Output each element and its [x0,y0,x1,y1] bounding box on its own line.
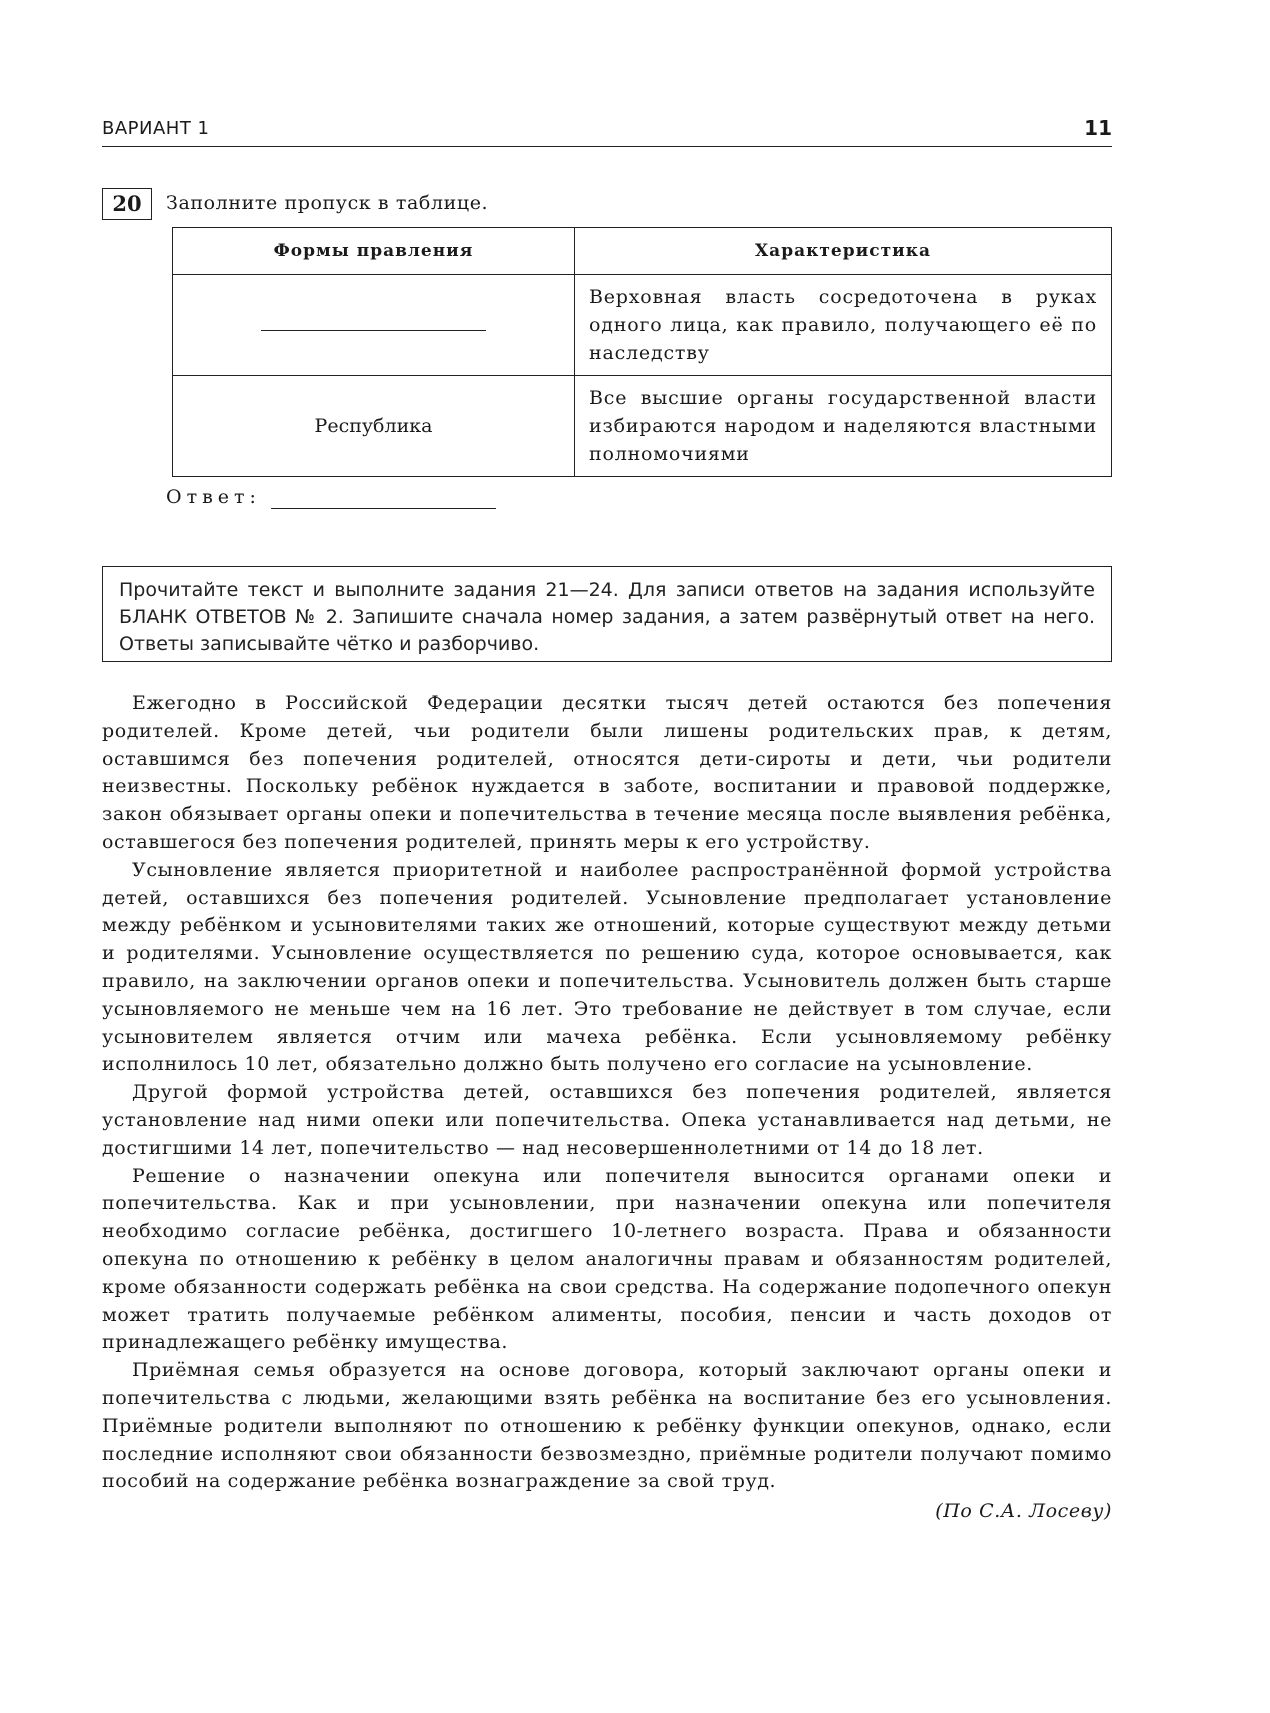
article-text [102,690,1112,1526]
fill-in-blank[interactable] [261,322,486,331]
article-paragraph: Усыновление является приоритетной и наиболее распространённой формой устройства детей, оставшихся без попечения родителей. Усыновление предполагает установление между ребёнком и усыновителями таких же отношений, которые существуют между детьми и родителями. Усыновление осуществляется по решению суда, которое основывается, как правило, на заключении органов опеки и попечительства. Усыновитель должен быть старше усыновляемого не меньше чем на 16 лет. Это требование не действует в том случае, если усыновителем является отчим или мачеха ребёнка. Если усыновляемому ребёнку исполнилось 10 лет, обязательно должно быть получено его согласие на усыновление. [102,858,1112,1076]
form-cell: Республика [173,376,575,477]
article-source: (По С.А. Лосеву) [935,1500,1112,1523]
task-prompt: Заполните пропуск в таблице. [166,192,489,214]
blank-form-cell[interactable] [173,275,575,376]
variant-label: ВАРИАНТ 1 [102,118,210,139]
article-paragraph: Ежегодно в Российской Федерации десятки тысяч детей остаются без попечения родителей. Кроме детей, чьи родители были лишены родительских прав, к детям, оставшимся без попечения родителей, относятся дети-сироты и дети, чьи родители неизвестны. Поскольку ребёнок нуждается в заботе, воспитании и правовой поддержке, закон обязывает органы опеки и попечительства в течение месяца после выявления ребёнка, оставшегося без попечения родителей, принять меры к его устройству. [102,692,1112,853]
answer-input-line[interactable] [271,486,496,509]
article-paragraph: Другой формой устройства детей, оставшихся без попечения родителей, является установление над ними опеки или попечительства. Опека устанавливается над детьми, не достигшими 14 лет, попечительство — над несовершеннолетними от 14 до 18 лет. [102,1081,1112,1159]
table-header-row [173,228,1112,275]
table-row [173,275,1112,376]
table-row [173,376,1112,477]
answer-label: Ответ: [166,486,261,508]
characteristic-cell: Верховная власть сосредоточена в руках одного лица, как правило, получающего её по наследству [575,275,1112,376]
task-number-box: 20 [102,188,152,220]
page-number: 11 [1084,116,1112,140]
article-paragraph: Приёмная семья образуется на основе договора, который заключают органы опеки и попечительства с людьми, желающими взять ребёнка на воспитание без его усыновления. Приёмные родители выполняют по отношению к ребёнку функции опекунов, однако, если последние исполняют свои обязанности безвозмездно, приёмные родители получают помимо пособий на содержание ребёнка вознаграждение за свой труд. [102,1359,1112,1493]
answer-line [166,486,496,509]
column-header-forms: Формы правления [173,228,575,275]
article-paragraph: Решение о назначении опекуна или попечителя выносится органами опеки и попечительства. Как и при усыновлении, при назначении опекуна или попечителя необходимо согласие ребёнка, достигшего 10-летнего возраста. Права и обязанности опекуна по отношению к ребёнку в целом аналогичны правам и обязанностям родителей, кроме обязанности содержать ребёнка на свои средства. На содержание подопечного опекун может тратить получаемые ребёнком алименты, пособия, пенсии и часть доходов от принадлежащего ребёнку имущества. [102,1164,1112,1354]
page-header [102,112,1112,147]
forms-table [172,227,1112,477]
column-header-characteristic: Характеристика [575,228,1112,275]
instructions-box: Прочитайте текст и выполните задания 21—24. Для записи ответов на задания используйте БЛАНК ОТВЕТОВ № 2. Запишите сначала номер задания, а затем развёрнутый ответ на него. Ответы записывайте чётко и разборчиво. [102,566,1112,662]
characteristic-cell: Все высшие органы государственной власти избираются народом и наделяются властными полномочиями [575,376,1112,477]
